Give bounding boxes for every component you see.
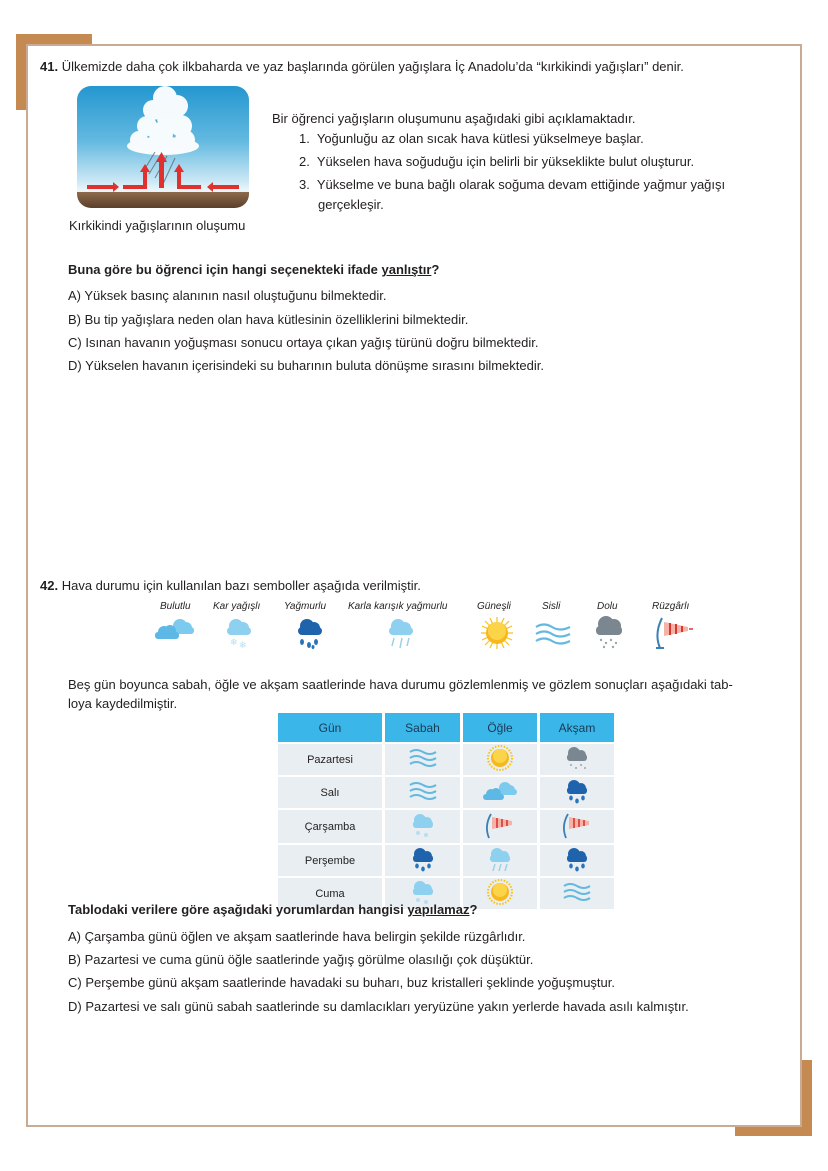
image-caption: Kırkikindi yağışlarının oluşumu	[69, 218, 246, 233]
cell-windy	[540, 810, 614, 843]
day-cell: Perşembe	[278, 845, 382, 876]
symbol-label-rain: Yağmurlu	[284, 601, 327, 612]
cell-sunny	[463, 744, 537, 775]
sunny-icon	[487, 879, 513, 905]
snow-icon	[222, 616, 256, 650]
weather-observation-table	[275, 711, 617, 911]
symbol-label-sunny: Güneşli	[477, 601, 511, 612]
q42-option-b[interactable]: B) Pazartesi ve cuma günü öğle saatlerinde yağış görülme olasılığı çok düşüktür.	[68, 952, 534, 967]
cell-fog	[540, 878, 614, 909]
q42-intro-line	[40, 578, 421, 594]
cell-hail	[540, 744, 614, 775]
sunny-icon	[487, 745, 513, 771]
symbol-label-sleet: Karla karışık yağmurlu	[348, 601, 448, 612]
convection-cloud-icon	[77, 86, 249, 208]
symbol-label-hail: Dolu	[597, 601, 618, 612]
svg-text:❄: ❄	[239, 641, 247, 650]
table-row	[278, 744, 614, 775]
day-cell: Çarşamba	[278, 810, 382, 843]
sleet-icon	[384, 616, 418, 652]
q42-keyword: yapılamaz	[407, 902, 470, 917]
q41-option-c[interactable]: C) Isınan havanın yoğuşması sonucu ortaya çıkan yağış türünü doğru bilmektedir.	[68, 335, 539, 350]
q42-intro: Hava durumu için kullanılan bazı semboller aşağıda verilmiştir.	[61, 578, 421, 593]
fog-icon	[408, 748, 438, 768]
q41-option-a[interactable]: A) Yüksek basınç alanının nasıl oluştuğunu bilmektedir.	[68, 288, 387, 303]
q42-table-intro-1: Beş gün boyunca sabah, öğle ve akşam saatlerinde hava durumu gözlemlenmiş ve gözlem sonuçları aşağıdaki tab-	[68, 677, 733, 692]
windy-icon	[482, 811, 518, 839]
q41-option-d[interactable]: D) Yükselen havanın içerisindeki su buharının buluta dönüşme sırasını bilmektedir.	[68, 358, 544, 373]
hail-icon	[592, 614, 626, 650]
cell-windy	[463, 810, 537, 843]
symbol-label-windy: Rüzgârlı	[652, 601, 690, 612]
q41-step-1: 1. Yoğunluğu az olan sıcak hava kütlesi yükselmeye başlar.	[299, 131, 644, 146]
sleet-icon	[486, 846, 514, 872]
corner-accent-top-left	[16, 34, 92, 44]
q41-intro-line	[40, 59, 684, 75]
cell-rain	[540, 777, 614, 808]
table-row	[278, 810, 614, 843]
cell-rain	[540, 845, 614, 876]
symbol-label-fog: Sisli	[542, 601, 561, 612]
cell-rain	[385, 845, 460, 876]
fog-icon	[408, 781, 438, 801]
sunny-icon	[480, 616, 514, 650]
table-row	[278, 845, 614, 876]
cloudy-icon	[152, 616, 196, 642]
cell-fog	[385, 777, 460, 808]
fog-icon	[534, 622, 572, 646]
cell-sleet	[463, 845, 537, 876]
q42-number: 42.	[40, 578, 59, 593]
q41-explanation-intro: Bir öğrenci yağışların oluşumunu aşağıdaki gibi açıklamaktadır.	[272, 111, 636, 126]
q41-step-3: 3. Yükselme ve buna bağlı olarak soğuma devam ettiğinde yağmur yağışı	[299, 177, 726, 192]
snow-icon	[409, 812, 437, 838]
day-cell: Pazartesi	[278, 744, 382, 775]
q41-intro: Ülkemizde daha çok ilkbaharda ve yaz başlarında görülen yağışlara İç Anadolu’da “kırkikindi yağışları” denir.	[61, 59, 684, 74]
ground	[77, 192, 249, 208]
q41-question: Buna göre bu öğrenci için hangi seçenekteki ifade yanlıştır?	[68, 262, 440, 277]
col-header-evening: Akşam	[540, 713, 614, 742]
q42-table-intro-2: loya kaydedilmiştir.	[68, 696, 178, 711]
kirkikindi-illustration	[77, 86, 249, 208]
table-row	[278, 777, 614, 808]
col-header-noon: Öğle	[463, 713, 537, 742]
rain-icon	[293, 616, 327, 650]
svg-text:❄: ❄	[230, 638, 238, 648]
windy-icon	[559, 811, 595, 839]
fog-icon	[562, 882, 592, 902]
q41-step-3-cont: gerçekleşir.	[318, 197, 384, 212]
cloudy-icon	[481, 780, 519, 802]
corner-accent-bottom-right-vertical	[802, 1060, 812, 1136]
col-header-day: Gün	[278, 713, 382, 742]
windy-icon	[652, 614, 694, 650]
rain-icon	[563, 778, 591, 804]
cell-cloudy	[463, 777, 537, 808]
q42-option-a[interactable]: A) Çarşamba günü öğlen ve akşam saatlerinde hava belirgin şekilde rüzgârlıdır.	[68, 929, 526, 944]
q41-option-b[interactable]: B) Bu tip yağışlara neden olan hava kütlesinin özelliklerini bilmektedir.	[68, 312, 469, 327]
q42-option-d[interactable]: D) Pazartesi ve salı günü sabah saatlerinde su damlacıkları yeryüzüne yakın yerlerde havada asılı kalmıştır.	[68, 999, 689, 1014]
q42-option-c[interactable]: C) Perşembe günü akşam saatlerinde havadaki su buharı, buz kristalleri şeklinde yoğuşmuştur.	[68, 975, 615, 990]
day-cell: Cuma	[278, 878, 382, 909]
q41-step-2: 2. Yükselen hava soğuduğu için belirli bir yükseklikte bulut oluşturur.	[299, 154, 695, 169]
q41-number: 41.	[40, 59, 59, 74]
day-cell: Salı	[278, 777, 382, 808]
cell-fog	[385, 744, 460, 775]
corner-accent-top-left-vertical	[16, 34, 26, 110]
symbol-label-cloudy: Bulutlu	[160, 601, 191, 612]
rain-icon	[409, 846, 437, 872]
q41-keyword: yanlıştır	[381, 262, 432, 277]
q42-question: Tablodaki verilere göre aşağıdaki yorumlardan hangisi yapılamaz?	[68, 902, 478, 917]
table-header-row	[278, 713, 614, 742]
cell-snow	[385, 810, 460, 843]
symbol-label-snow: Kar yağışlı	[213, 601, 261, 612]
rain-icon	[563, 846, 591, 872]
corner-accent-bottom-right	[735, 1127, 812, 1136]
hail-icon	[563, 745, 591, 771]
col-header-morning: Sabah	[385, 713, 460, 742]
